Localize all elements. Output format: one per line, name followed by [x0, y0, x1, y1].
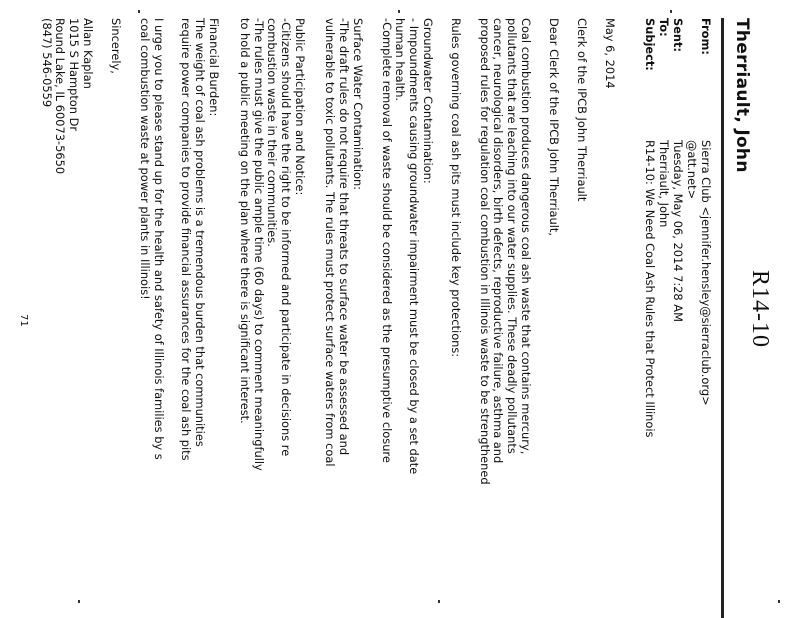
docket-stamp: R14-10	[747, 270, 773, 348]
section-heading: Surface Water Contamination:	[351, 18, 365, 191]
rules-line: Rules governing coal ash pits must include key protections:	[449, 18, 463, 358]
scan-speck	[398, 10, 400, 13]
surface-water-section	[323, 18, 364, 466]
section-line: I urge you to please stand up for the health and safety of Illinois families by s	[151, 18, 166, 460]
signer-name: Allan Kaplan	[81, 18, 95, 89]
intro-line: proposed rules for regulation coal combustion in Illinois waste to be strengthened	[477, 18, 492, 485]
section-line: vulnerable to toxic pollutants. The rules must protect surface waters from coal	[323, 18, 338, 467]
recipient-line: Clerk of the IPCB John Therriault	[575, 18, 589, 202]
salutation: Dear Clerk of the IPCB John Therriault,	[547, 18, 561, 236]
intro-line: Coal combustion produces dangerous coal ash waste that contains mercury,	[519, 18, 533, 455]
section-line: to hold a public meeting on the plan where there is significant interest.	[237, 18, 252, 424]
section-heading: Financial Burden:	[207, 18, 221, 117]
signature-block	[39, 18, 94, 174]
page-number: 71	[18, 314, 29, 327]
sent-label: Sent:	[671, 18, 685, 53]
section-line: The weight of coal ash problems is a tremendous burden that communities	[193, 18, 208, 447]
groundwater-section	[379, 18, 434, 474]
section-line: -The rules must give the public ample time (60 days) to comment meaningfully	[251, 18, 266, 471]
intro-line: pollutants that are leaching into our water supplies. These deadly pollutants	[505, 18, 520, 454]
section-line: coal combustion waste at power plants in Illinois!	[138, 18, 153, 300]
participation-section	[237, 18, 306, 471]
section-line: human health.	[393, 18, 408, 102]
to-value: Therriault, John	[657, 140, 671, 228]
subject-label: Subject:	[643, 18, 657, 71]
scan-speck	[138, 10, 140, 13]
section-line	[165, 18, 179, 461]
signer-address: 1015 S Hampton Dr	[67, 18, 82, 132]
scan-speck	[438, 600, 440, 603]
subject-value: R14-10: We Need Coal Ash Rules that Protect Illinois	[643, 140, 657, 438]
header-rule	[721, 18, 724, 618]
closing: Sincerely,	[109, 18, 123, 74]
section-line: combustion waste in their communities.	[265, 18, 280, 247]
intro-paragraph	[477, 18, 532, 485]
signer-phone: (847) 546-0559	[39, 18, 54, 108]
section-heading: Groundwater Contamination:	[421, 18, 435, 184]
scan-speck	[78, 600, 80, 603]
section-line: - Impoundments causing groundwater impairment must be closed by a set date	[407, 18, 422, 475]
intro-line: cancer, neurological disorders, birth defects, reproductive failure, asthma and	[491, 18, 506, 464]
from-label: From:	[699, 18, 713, 55]
signer-city: Round Lake, IL 60073-5650	[53, 18, 68, 175]
sender-name: Therriault, John	[732, 18, 752, 173]
section-line: -The draft rules do not require that threats to surface water be assessed and	[337, 18, 352, 456]
scan-speck	[778, 600, 780, 603]
from-value: Sierra Club <jennifer.hensley@sierraclub.org>	[699, 140, 713, 406]
financial-section	[137, 18, 220, 461]
to-label: To:	[657, 18, 671, 37]
from-value-continued: @att.net>	[685, 140, 699, 200]
section-line: require power companies to provide financial assurances for the coal ash pits	[179, 18, 194, 461]
section-heading: Public Participation and Notice:	[293, 18, 307, 196]
sent-value: Tuesday, May 06, 2014 7:28 AM	[671, 140, 685, 322]
letter-date: May 6, 2014	[603, 18, 617, 89]
scan-speck	[670, 10, 672, 13]
section-line: -Complete removal of waste should be considered as the presumptive closure	[379, 18, 394, 463]
section-line: -Citizens should have the right to be informed and participate in decisions re	[279, 18, 294, 457]
